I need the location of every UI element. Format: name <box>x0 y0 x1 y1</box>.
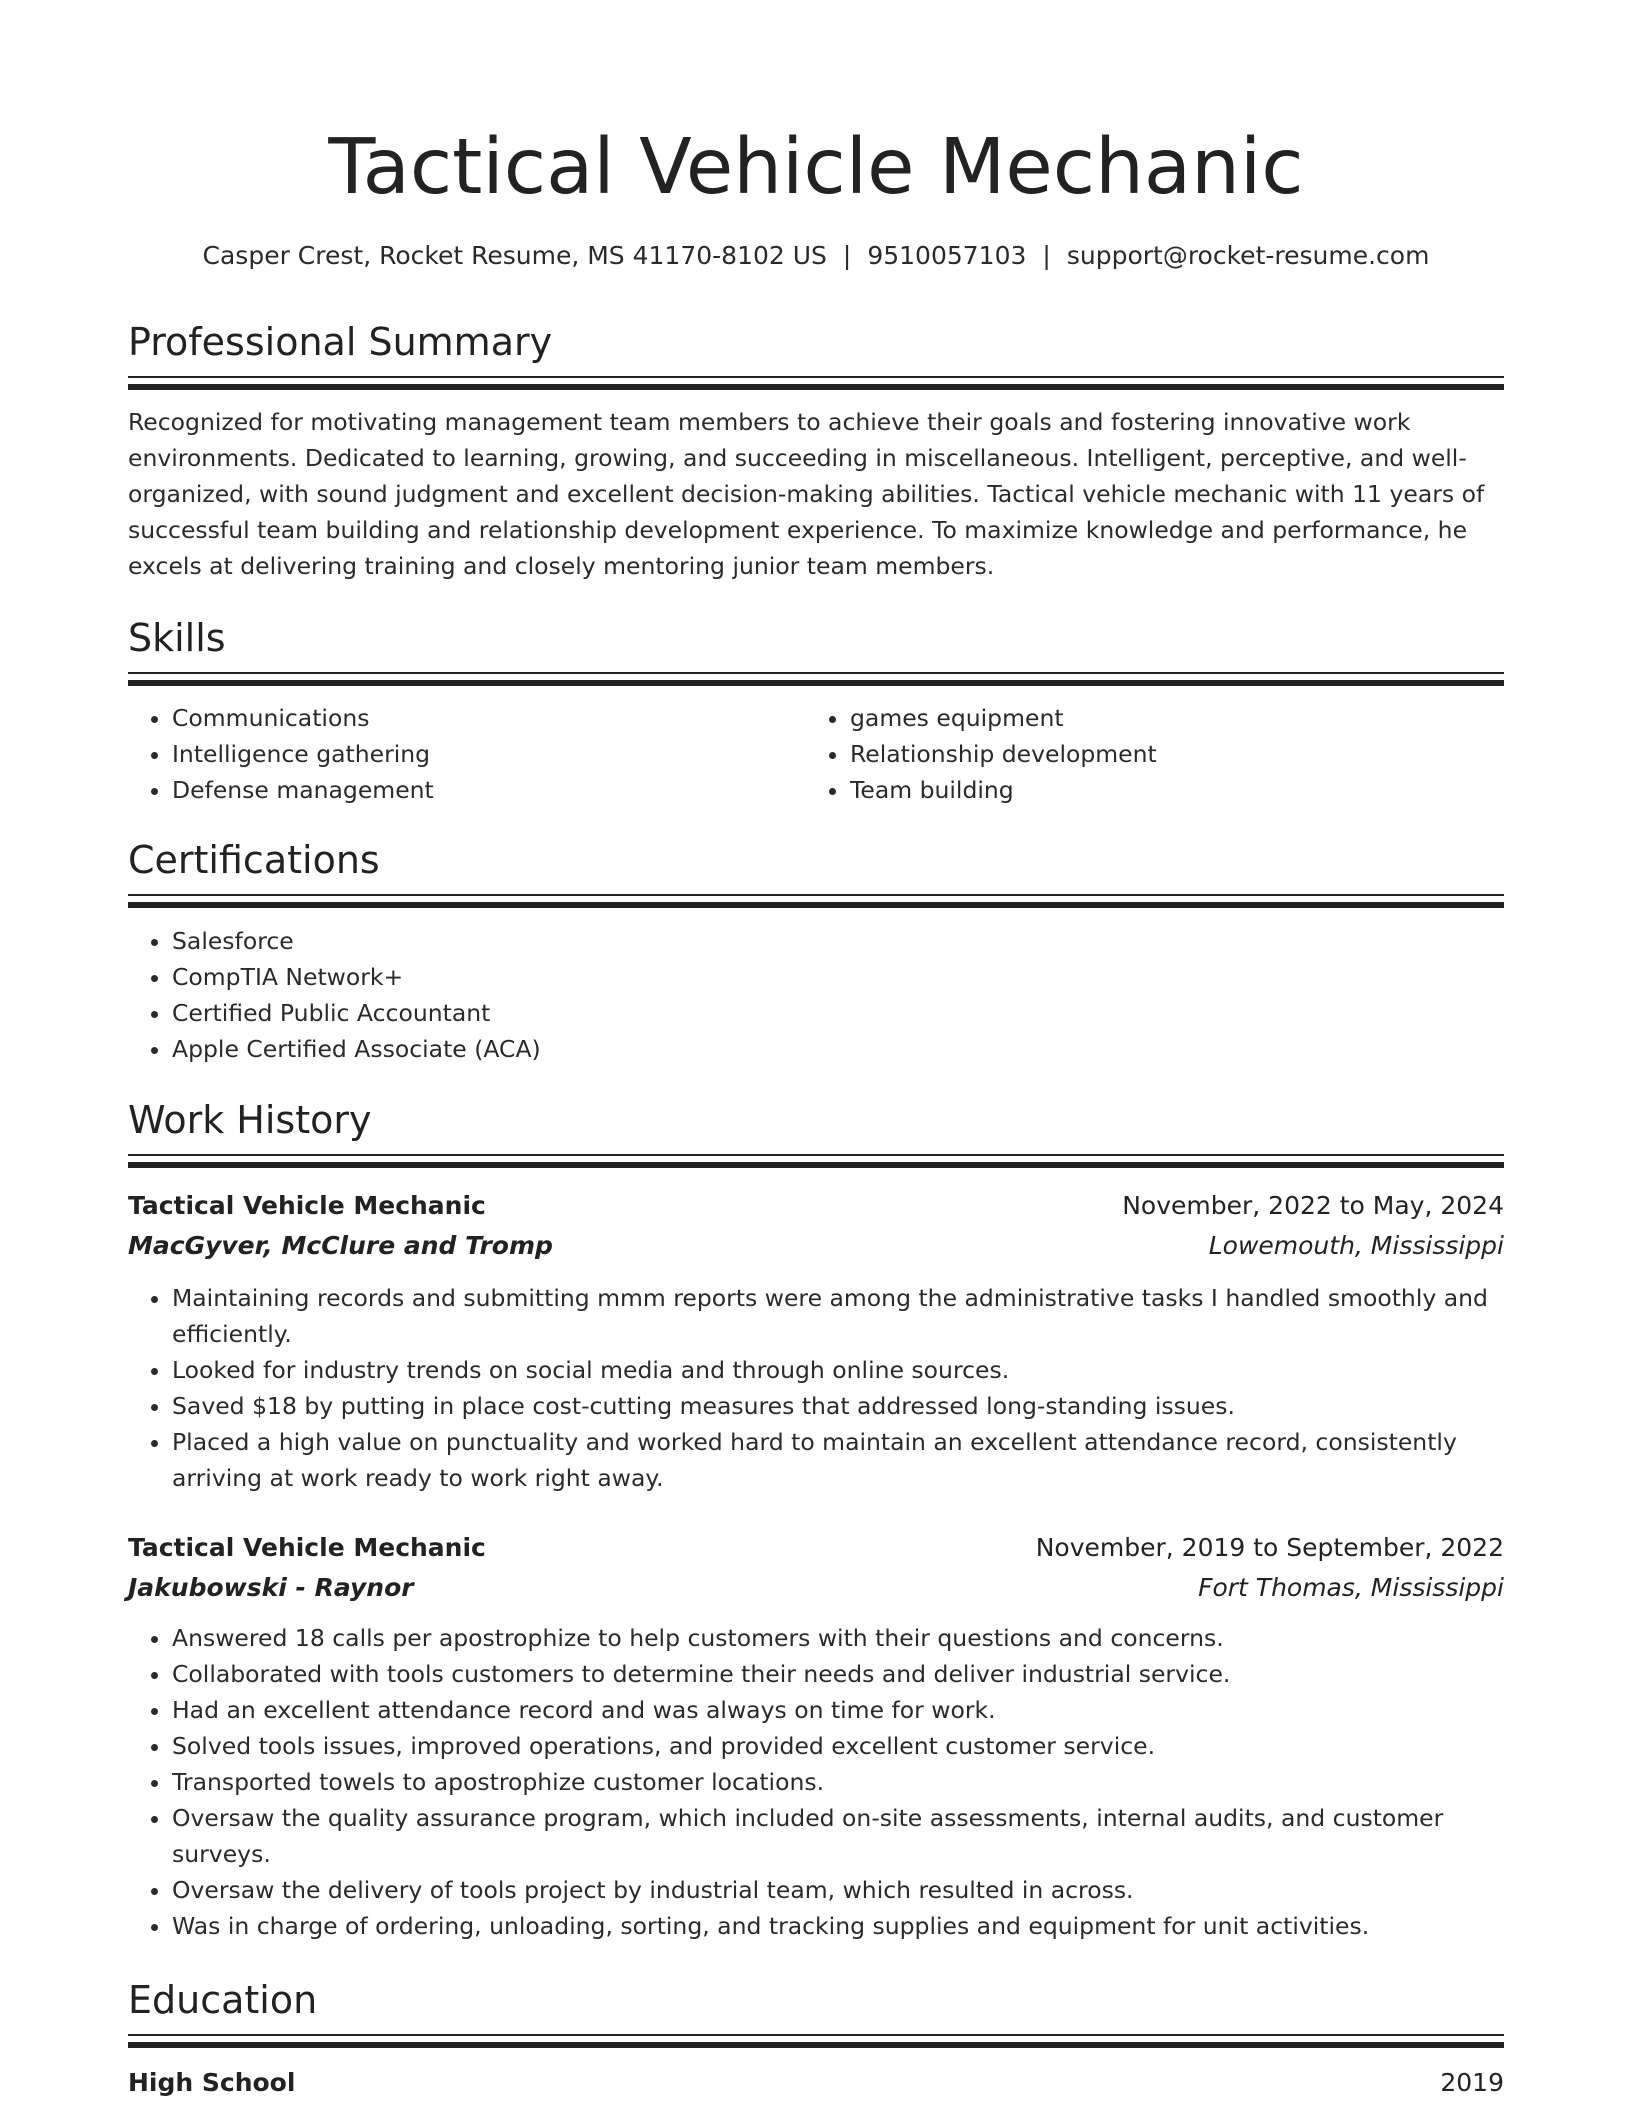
job-dates: November, 2022 to May, 2024 <box>1122 1191 1504 1220</box>
job-dates: November, 2019 to September, 2022 <box>1035 1533 1504 1562</box>
contact-line <box>128 238 1504 274</box>
job-header <box>128 1528 1504 1568</box>
skill-item: • Communications <box>172 700 806 736</box>
section-title: Work History <box>128 1098 372 1142</box>
section-divider <box>128 902 1504 908</box>
contact-separator: | <box>842 241 852 270</box>
certifications-list <box>128 923 1504 1067</box>
summary-section-header <box>128 318 1504 390</box>
certifications-section-header <box>128 836 1504 908</box>
job-bullet: • Transported towels to apostrophize customer locations. <box>172 1764 1504 1800</box>
job-bullet: • Collaborated with tools customers to determine their needs and deliver industrial service. <box>172 1656 1504 1692</box>
section-title: Certifications <box>128 838 380 882</box>
job-title: Tactical Vehicle Mechanic <box>128 1191 486 1220</box>
job-subheader <box>128 1568 1504 1608</box>
education-entry <box>128 2063 1504 2103</box>
certification-item: • Apple Certified Associate (ACA) <box>172 1031 1504 1067</box>
job-header <box>128 1186 1504 1226</box>
skill-item: • Defense management <box>172 772 806 808</box>
skills-section-header <box>128 614 1504 686</box>
job-entry <box>128 1528 1504 1944</box>
skill-item: • games equipment <box>850 700 1484 736</box>
job-company: Jakubowski - Raynor <box>128 1573 414 1602</box>
job-location: Lowemouth, Mississippi <box>1208 1231 1504 1260</box>
job-bullet: • Answered 18 calls per apostrophize to help customers with their questions and concerns. <box>172 1620 1504 1656</box>
candidate-name: Tactical Vehicle Mechanic <box>328 123 1304 212</box>
job-bullet: • Looked for industry trends on social media and through online sources. <box>172 1352 1504 1388</box>
contact-phone: 9510057103 <box>867 241 1027 270</box>
section-divider <box>128 384 1504 390</box>
section-divider <box>128 672 1504 674</box>
job-bullet: • Placed a high value on punctuality and worked hard to maintain an excellent attendance record, consistently arriving at work ready to work right away. <box>172 1424 1504 1496</box>
job-title: Tactical Vehicle Mechanic <box>128 1533 486 1562</box>
skill-item: • Intelligence gathering <box>172 736 806 772</box>
section-divider <box>128 2034 1504 2036</box>
job-entry <box>128 1186 1504 1496</box>
job-bullets <box>128 1620 1504 1944</box>
summary-text: Recognized for motivating management team members to achieve their goals and fostering innovative work environments. Dedicated to learning, growing, and succeeding in miscellaneous. Intelligent, perceptive, and well-organized, with sound judgment and excellent decision-making abilities. Tactical vehicle mechanic with 11 years of successful team building and relationship development experience. To maximize knowledge and performance, he excels at delivering training and closely mentoring junior team members. <box>128 408 1485 580</box>
certification-item: • Certified Public Accountant <box>172 995 1504 1031</box>
contact-email: support@rocket-resume.com <box>1066 241 1430 270</box>
work-history-section-header <box>128 1096 1504 1168</box>
section-title: Education <box>128 1978 318 2022</box>
job-location: Fort Thomas, Mississippi <box>1198 1573 1504 1602</box>
job-bullets <box>128 1280 1504 1496</box>
section-divider <box>128 894 1504 896</box>
education-section-header <box>128 1976 1504 2048</box>
job-bullet: • Saved $18 by putting in place cost-cutting measures that addressed long-standing issues. <box>172 1388 1504 1424</box>
education-year: 2019 <box>1440 2068 1504 2097</box>
contact-separator: | <box>1042 241 1051 270</box>
job-bullet: • Oversaw the delivery of tools project by industrial team, which resulted in across. <box>172 1872 1504 1908</box>
education-degree: High School <box>128 2068 296 2097</box>
section-title: Skills <box>128 616 226 660</box>
skills-list <box>128 700 1504 808</box>
skill-item: • Team building <box>850 772 1484 808</box>
section-divider <box>128 1162 1504 1168</box>
job-company: MacGyver, McClure and Tromp <box>128 1231 553 1260</box>
section-divider <box>128 376 1504 378</box>
job-bullet: • Maintaining records and submitting mmm reports were among the administrative tasks I handled smoothly and efficiently. <box>172 1280 1504 1352</box>
job-bullet: • Solved tools issues, improved operations, and provided excellent customer service. <box>172 1728 1504 1764</box>
job-bullet: • Was in charge of ordering, unloading, sorting, and tracking supplies and equipment for unit activities. <box>172 1908 1504 1944</box>
section-divider <box>128 680 1504 686</box>
skill-item: • Relationship development <box>850 736 1484 772</box>
job-subheader <box>128 1226 1504 1266</box>
job-bullet: • Oversaw the quality assurance program, which included on-site assessments, internal audits, and customer surveys. <box>172 1800 1504 1872</box>
section-divider <box>128 2042 1504 2048</box>
certification-item: • Salesforce <box>172 923 1504 959</box>
section-divider <box>128 1154 1504 1156</box>
contact-address: Casper Crest, Rocket Resume, MS 41170-8102 US <box>202 241 827 270</box>
job-bullet: • Had an excellent attendance record and was always on time for work. <box>172 1692 1504 1728</box>
certification-item: • CompTIA Network+ <box>172 959 1504 995</box>
section-title: Professional Summary <box>128 320 553 364</box>
